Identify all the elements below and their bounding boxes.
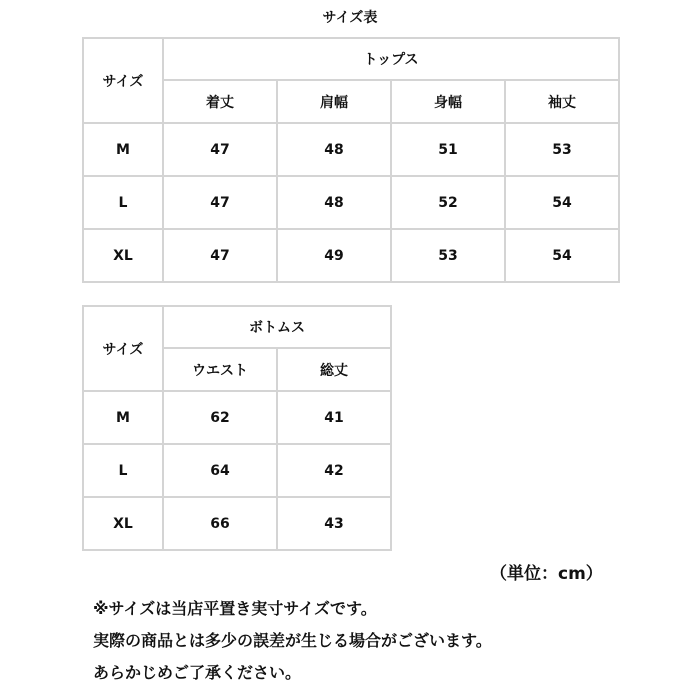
size-header: サイズ: [83, 38, 163, 123]
table-cell: 47: [163, 229, 277, 282]
table-row: [83, 176, 619, 229]
table-row: [83, 497, 391, 550]
column-header-waist: ウエスト: [163, 348, 277, 391]
bottoms-size-table: [82, 305, 392, 551]
tops-group-header: トップス: [163, 38, 619, 80]
size-cell: L: [83, 176, 163, 229]
table-cell: 64: [163, 444, 277, 497]
unit-note: （単位：cm）: [490, 564, 603, 584]
table-row: [83, 444, 391, 497]
table-cell: 54: [505, 229, 619, 282]
size-header: サイズ: [83, 306, 163, 391]
size-cell: XL: [83, 497, 163, 550]
table-cell: 49: [277, 229, 391, 282]
table-cell: 62: [163, 391, 277, 444]
bottoms-group-header: ボトムス: [163, 306, 391, 348]
column-header-length: 着丈: [163, 80, 277, 123]
table-cell: 53: [505, 123, 619, 176]
table-cell: 52: [391, 176, 505, 229]
table-row: [83, 123, 619, 176]
column-header-sleeve: 袖丈: [505, 80, 619, 123]
table-cell: 47: [163, 176, 277, 229]
table-row: [83, 229, 619, 282]
table-cell: 51: [391, 123, 505, 176]
size-cell: M: [83, 123, 163, 176]
table-cell: 48: [277, 123, 391, 176]
acknowledgement-note: あらかじめご了承ください。: [93, 663, 302, 682]
table-cell: 54: [505, 176, 619, 229]
error-note: 実際の商品とは多少の誤差が生じる場合がございます。: [93, 631, 492, 650]
table-cell: 43: [277, 497, 391, 550]
column-header-total-length: 総丈: [277, 348, 391, 391]
size-note: ※サイズは当店平置き実寸サイズです。: [93, 599, 377, 618]
table-cell: 48: [277, 176, 391, 229]
size-cell: XL: [83, 229, 163, 282]
size-cell: M: [83, 391, 163, 444]
table-cell: 41: [277, 391, 391, 444]
table-cell: 53: [391, 229, 505, 282]
tops-size-table: [82, 37, 620, 283]
page-title: サイズ表: [322, 10, 378, 26]
size-cell: L: [83, 444, 163, 497]
table-cell: 66: [163, 497, 277, 550]
column-header-chest: 身幅: [391, 80, 505, 123]
table-cell: 42: [277, 444, 391, 497]
column-header-shoulder: 肩幅: [277, 80, 391, 123]
table-row: [83, 391, 391, 444]
table-cell: 47: [163, 123, 277, 176]
